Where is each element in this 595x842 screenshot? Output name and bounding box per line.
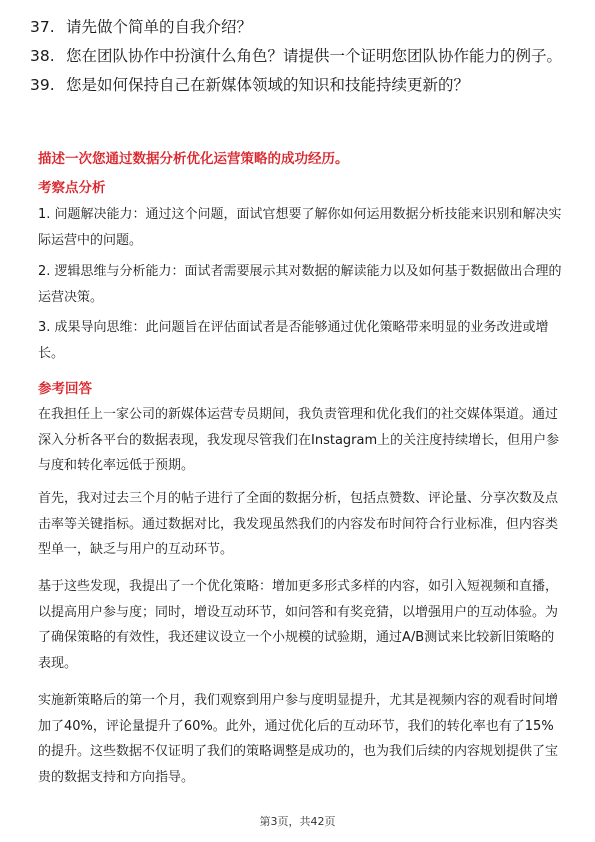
question-number: 37. [30,18,55,36]
answer-paragraph: 基于这些发现，我提出了一个优化策略：增加更多形式多样的内容，如引入短视频和直播，以提高用户参与度；同时，增设互动环节，如问答和有奖竞猜，以增强用户的互动体验。为了确保策略的有效性，我还建议设立一个小规模的试验期，通过A/B测试来比较新旧策略的表现。 [38,579,559,671]
page-number: 第3页，共42页 [259,815,336,828]
question-text: 您在团队协作中扮演什么角色？请提供一个证明您团队协作能力的例子。 [66,47,563,65]
question-list [30,16,570,103]
question-item [30,74,570,96]
analysis-item: 3. 成果导向思维：此问题旨在评估面试者是否能够通过优化策略带来明显的业务改进或增长。 [38,320,549,361]
question-number: 39. [30,76,55,94]
question-text: 请先做个简单的自我介绍？ [66,18,253,36]
answer-paragraph: 在我担任上一家公司的新媒体运营专员期间，我负责管理和优化我们的社交媒体渠道。通过深入分析各平台的数据表现，我发现尽管我们在Instagram上的关注度持续增长，但用户参与度和转化率远低于预期。 [38,407,560,473]
answer-heading: 参考回答 [38,381,92,397]
question-item [30,16,570,38]
analysis-item: 2. 逻辑思维与分析能力：面试者需要展示其对数据的解读能力以及如何基于数据做出合理的运营决策。 [38,264,562,305]
interview-prompt: 描述一次您通过数据分析优化运营策略的成功经历。 [38,151,349,167]
answer-paragraph: 实施新策略后的第一个月，我们观察到用户参与度明显提升，尤其是视频内容的观看时间增加了40%，评论量提升了60%。此外，通过优化后的互动环节，我们的转化率也有了15%的提升。这些数据不仅证明了我们的策略调整是成功的，也为我们后续的内容规划提供了宝贵的数据支持和方向指导。 [38,693,559,785]
question-number: 38. [30,47,55,65]
question-text: 您是如何保持自己在新媒体领域的知识和技能持续更新的？ [66,76,470,94]
analysis-item: 1. 问题解决能力：通过这个问题，面试官想要了解你如何运用数据分析技能来识别和解决实际运营中的问题。 [38,207,562,248]
answer-paragraph: 首先，我对过去三个月的帖子进行了全面的数据分析，包括点赞数、评论量、分享次数及点击率等关键指标。通过数据对比，我发现虽然我们的内容发布时间符合行业标准，但内容类型单一，缺乏与用户的互动环节。 [38,491,559,557]
question-item [30,45,570,67]
analysis-heading: 考察点分析 [38,180,106,196]
